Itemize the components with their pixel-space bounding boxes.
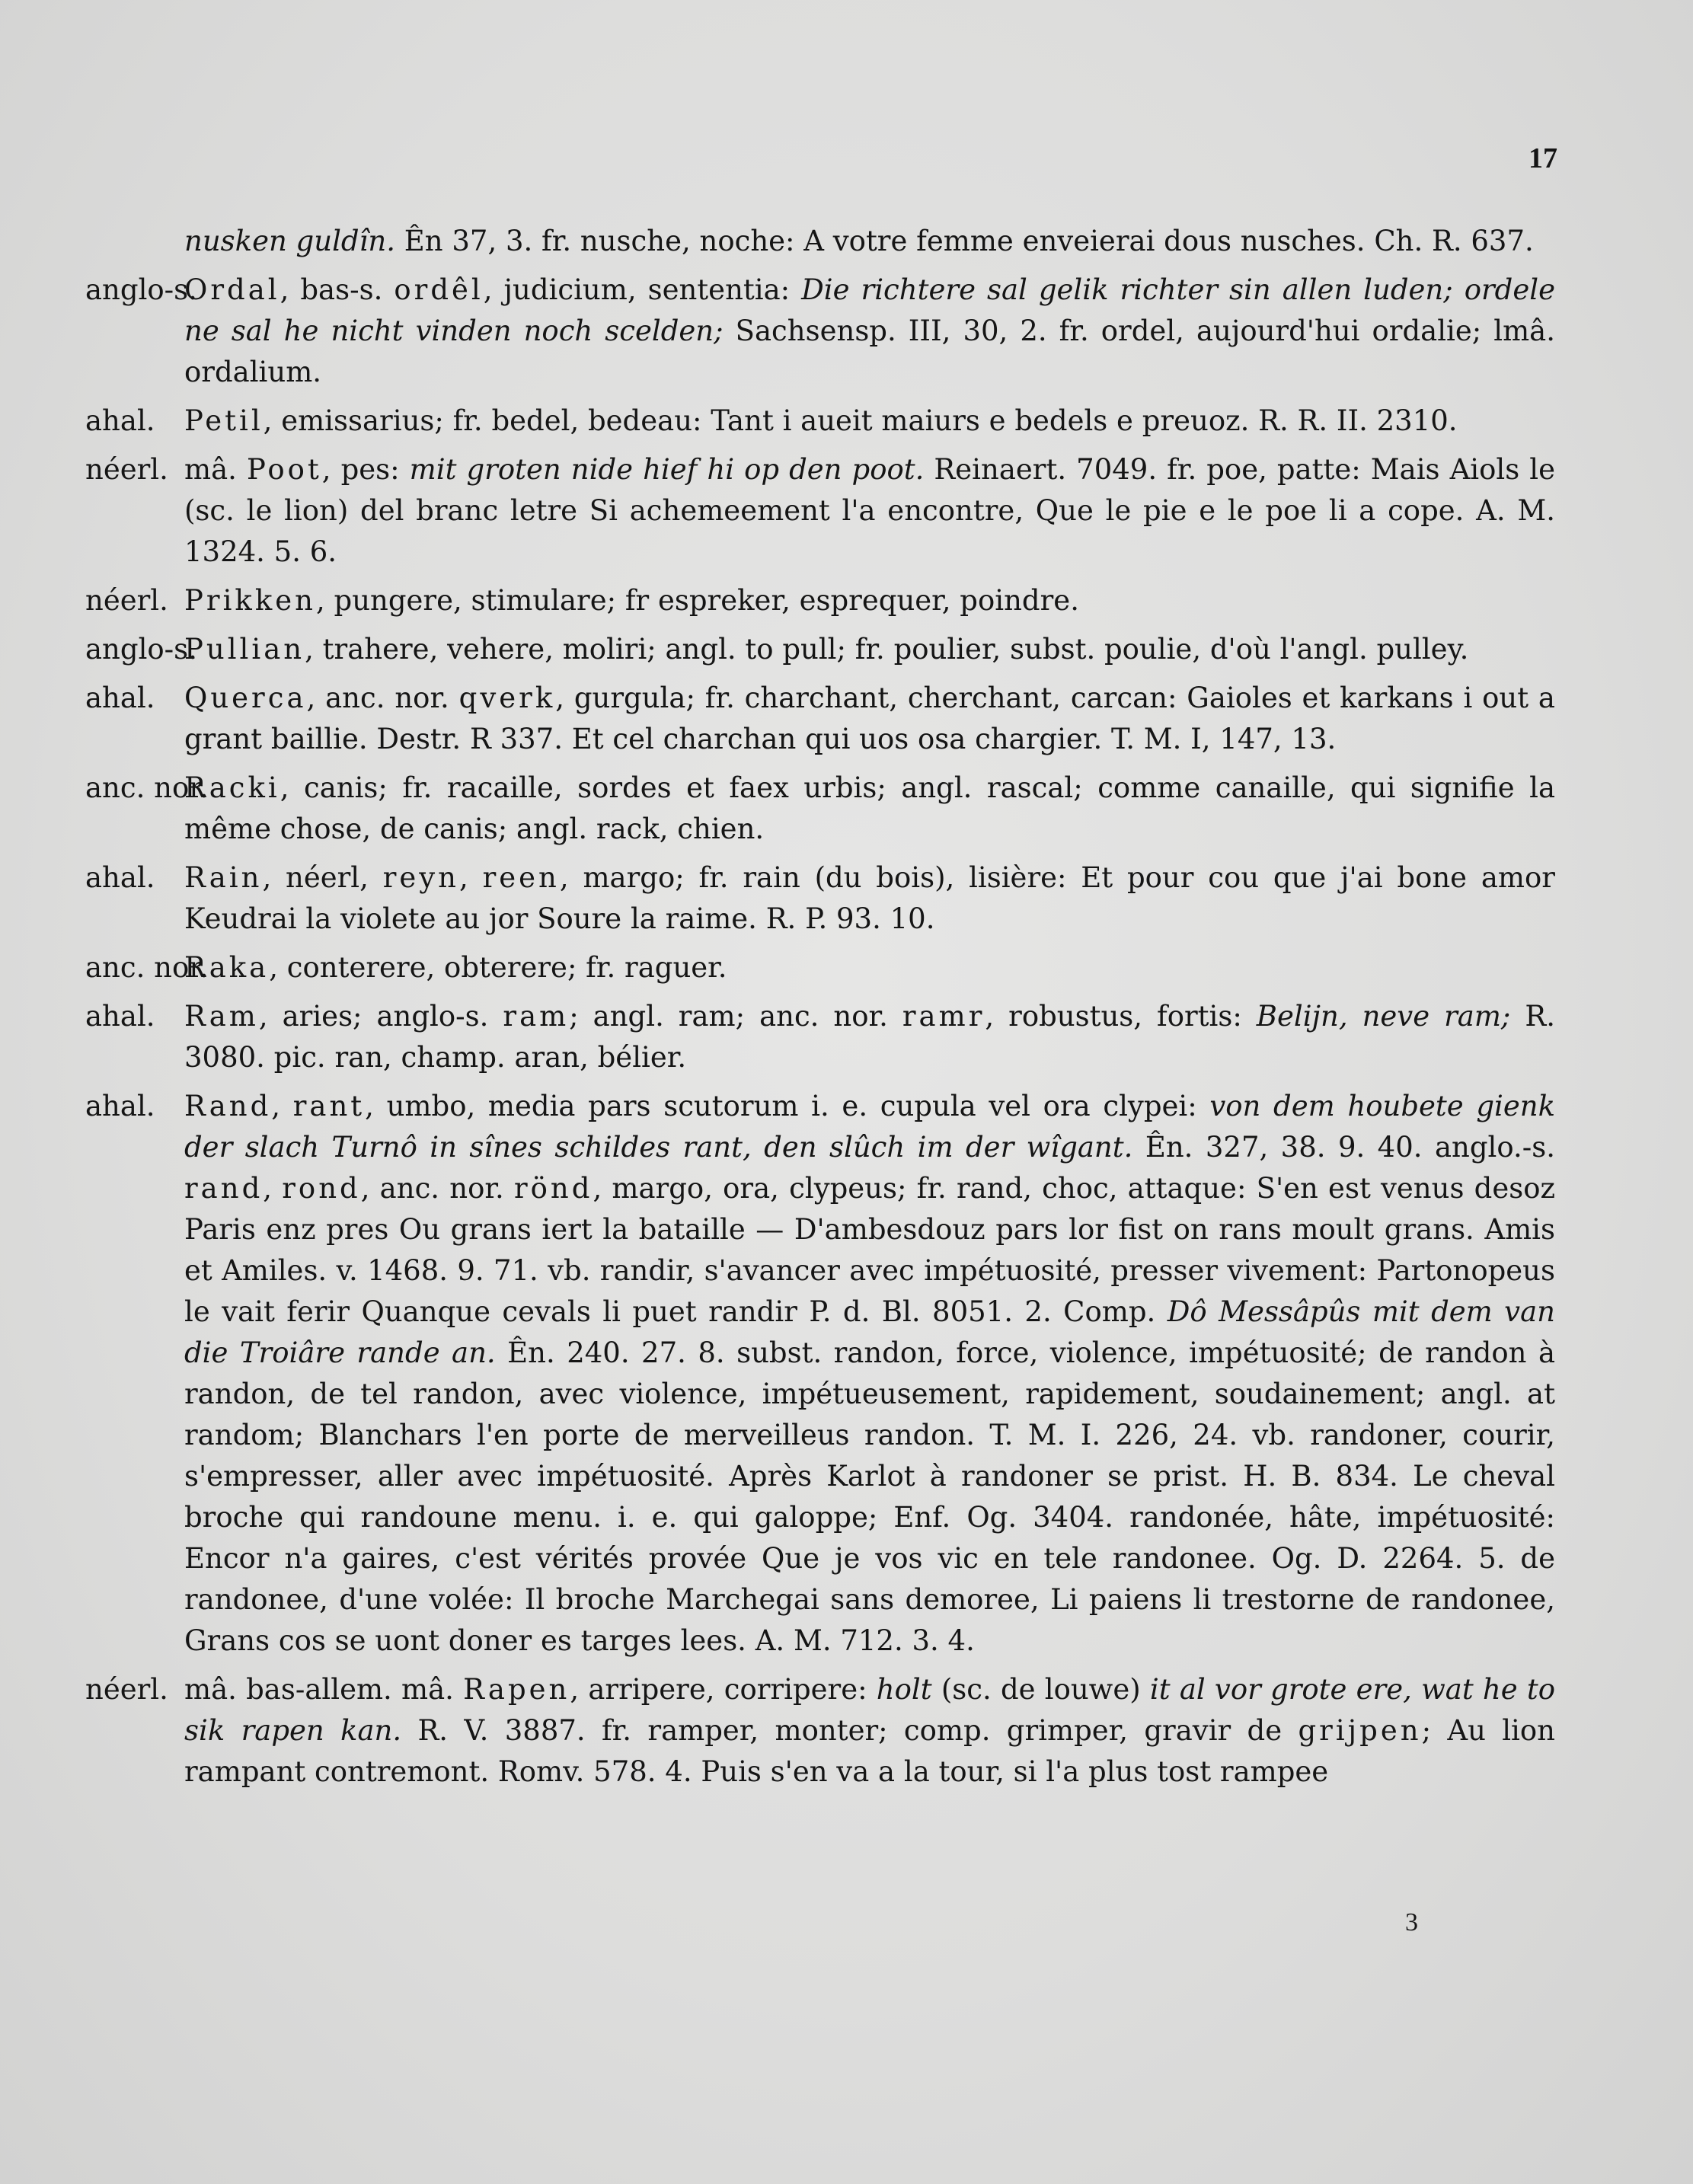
quotation-italic: Dô Messâpûs mit dem van die Troiâre rande an. — [184, 1295, 1555, 1369]
headword: Prikken — [184, 584, 316, 617]
headword: grijpen — [1298, 1714, 1422, 1747]
headword: Rand — [184, 1090, 272, 1122]
entry-language-label: ahal. — [85, 861, 155, 894]
entry-language-label: ahal. — [85, 682, 155, 714]
glossary-entries — [85, 221, 1555, 1800]
headword: qverk — [458, 682, 556, 714]
quotation-italic: nusken guldîn. — [184, 225, 396, 257]
quotation-italic: holt — [876, 1673, 932, 1706]
headword: Pullian — [184, 633, 305, 666]
entry-text-run: , trahere, vehere, moliri; angl. to pull; fr. poulier, subst. poulie, d'où l'angl. pulley. — [305, 633, 1469, 666]
entry-text — [184, 857, 1555, 940]
quotation-italic: Die richtere sal gelik richter sin allen luden; ordele ne sal he nicht vinden noch scelden; — [184, 273, 1555, 347]
entry-text — [184, 996, 1555, 1078]
headword: Ram — [184, 1000, 259, 1033]
entry-text-run: ; Au lion rampant contremont. Romv. 578. 4. Puis s'en va a la tour, si l'a plus tost rampee — [184, 1714, 1556, 1788]
headword: ordêl — [394, 273, 484, 306]
entry-text-run: , pungere, stimulare; fr espreker, esprequer, poindre. — [315, 584, 1079, 617]
entry-text — [184, 580, 1555, 621]
entry-text-run: Ên 37, 3. fr. nusche, noche: A votre femme enveierai dous nusches. Ch. R. 637. — [395, 225, 1534, 257]
headword: Querca — [184, 682, 307, 714]
quotation-italic: mit groten nide hief hi op den poot. — [409, 453, 925, 486]
entry-text — [184, 221, 1555, 262]
entry-text — [184, 768, 1555, 850]
entry-text-run: , anc. nor. — [360, 1172, 514, 1205]
entry-text-run: , margo, ora, clypeus; fr. rand, choc, attaque: S'en est venus desoz Paris enz pres Ou grans iert la bataille — D'ambesdouz pars lor fist on rans moult grans. Amis et Amiles. v. 1468. 9. 71. vb. randir, s'avancer avec impétuosité, presser vivement: Partonopeus le vait ferir Quanque cevals li puet randir P. d. Bl. 8051. 2. Comp. — [184, 1172, 1555, 1328]
glossary-entry — [85, 1086, 1555, 1662]
headword: ramr — [902, 1000, 985, 1033]
entry-text-run: , judicium, sententia: — [483, 273, 802, 306]
entry-language-label: anglo-s. — [85, 273, 197, 306]
glossary-entry — [85, 270, 1555, 393]
headword: rond — [282, 1172, 361, 1205]
entry-text-run: , pes: — [321, 453, 410, 486]
entry-language-label: anc. nor. — [85, 771, 209, 804]
entry-text-run: , conterere, obterere; fr. raguer. — [269, 951, 727, 984]
entry-text-run: Reinaert. 7049. fr. poe, patte: Mais Aiols le (sc. le lion) del branc letre Si achemeement l'a encontre, Que le pie e le poe li a cope. A. M. 1324. 5. 6. — [184, 453, 1556, 568]
glossary-entry — [85, 996, 1555, 1078]
glossary-entry — [85, 947, 1555, 988]
entry-text-run: , gurgula; fr. charchant, cherchant, carcan: Gaioles et karkans i out a grant baillie. Destr. R 337. Et cel charchan qui uos osa chargier. T. M. I, 147, 13. — [184, 682, 1555, 755]
footer-signature: 3 — [1405, 1908, 1418, 1937]
entry-language-label: ahal. — [85, 404, 155, 437]
entry-text-run: mâ. — [184, 453, 247, 486]
entry-text-run: Ên. 327, 38. 9. 40. anglo.-s. — [1132, 1131, 1555, 1164]
quotation-italic: von dem houbete gienk der slach Turnô in sînes schildes rant, den slûch im der wîgant. — [184, 1090, 1555, 1164]
headword: Raka — [184, 951, 270, 984]
entry-text-run: , aries; anglo-s. — [258, 1000, 503, 1033]
headword: Petil — [184, 404, 264, 437]
entry-language-label: néerl. — [85, 453, 168, 486]
entry-text-run: , canis; fr. racaille, sordes et faex urbis; angl. rascal; comme canaille, qui signifie la même chose, de canis; angl. rack, chien. — [184, 771, 1555, 845]
entry-text-run: , — [263, 1172, 283, 1205]
entry-text — [184, 1669, 1555, 1793]
glossary-entry — [85, 221, 1555, 262]
entry-language-label: anglo-s. — [85, 633, 197, 666]
glossary-entry — [85, 629, 1555, 670]
entry-text — [184, 270, 1555, 393]
glossary-entry — [85, 580, 1555, 621]
headword: rand — [184, 1172, 264, 1205]
headword: Poot — [246, 453, 322, 486]
entry-text-run: , néerl, — [262, 861, 383, 894]
entry-text-run: Sachsensp. III, 30, 2. fr. ordel, aujourd'hui ordalie; lmâ. ordalium. — [184, 315, 1556, 388]
entry-language-label: ahal. — [85, 1000, 155, 1033]
glossary-entry — [85, 768, 1555, 850]
headword: Rapen — [463, 1673, 570, 1706]
entry-text-run: mâ. bas-allem. mâ. — [184, 1673, 464, 1706]
entry-text — [184, 678, 1555, 760]
entry-text-run: , — [271, 1090, 293, 1122]
entry-language-label — [85, 221, 184, 262]
headword: rönd — [513, 1172, 593, 1205]
entry-text — [184, 1086, 1555, 1662]
entry-language-label: ahal. — [85, 1090, 155, 1122]
headword: ram — [503, 1000, 570, 1033]
entry-language-label: néerl. — [85, 1673, 168, 1706]
quotation-italic: Belijn, neve ram; — [1256, 1000, 1511, 1033]
glossary-entry — [85, 449, 1555, 573]
entry-text-run: R. V. 3887. fr. ramper, monter; comp. grimper, gravir de — [401, 1714, 1298, 1747]
headword: Racki — [184, 771, 280, 804]
quotation-italic: it al vor grote ere, wat he to sik rapen kan. — [184, 1673, 1555, 1747]
headword: reyn — [382, 861, 460, 894]
headword: Rain — [184, 861, 263, 894]
headword: Ordal — [184, 273, 280, 306]
entry-text — [184, 401, 1555, 442]
entry-text-run: , — [459, 861, 483, 894]
entry-language-label: néerl. — [85, 584, 168, 617]
glossary-entry — [85, 857, 1555, 940]
entry-text-run: , arripere, corripere: — [570, 1673, 877, 1706]
entry-text-run: , robustus, fortis: — [985, 1000, 1257, 1033]
entry-text-run: ; angl. ram; anc. nor. — [569, 1000, 902, 1033]
headword: reen — [482, 861, 560, 894]
entry-text-run: , umbo, media pars scutorum i. e. cupula vel ora clypei: — [365, 1090, 1210, 1122]
headword: rant — [292, 1090, 366, 1122]
entry-text — [184, 449, 1555, 573]
entry-text-run: , emissarius; fr. bedel, bedeau: Tant i aueit maiurs e bedels e preuoz. R. R. II. 2310. — [263, 404, 1458, 437]
entry-text-run: Ên. 240. 27. 8. subst. randon, force, violence, impétuosité; de randon à randon, de tel randon, avec violence, impétueusement, rapidement, soudainement; angl. at random; Blanchars l'en porte de merveilleus randon. T. M. I. 226, 24. vb. randoner, courir, s'empresser, aller avec impétuosité. Après Karlot à randoner se prist. H. B. 834. Le cheval broche qui randoune menu. i. e. qui galoppe; Enf. Og. 3404. randonée, hâte, impétuosité: Encor n'a gaires, c'est vérités provée Que je vos vic en tele randonee. Og. D. 2264. 5. de randonee, d'une volée: Il broche Marchegai sans demoree, Li paiens li trestorne de randonee, Grans cos se uont doner es targes lees. A. M. 712. 3. 4. — [184, 1336, 1556, 1657]
glossary-entry — [85, 401, 1555, 442]
entry-text — [184, 629, 1555, 670]
glossary-entry — [85, 1669, 1555, 1793]
entry-text-run: , margo; fr. rain (du bois), lisière: Et pour cou que j'ai bone amor Keudrai la violete au jor Soure la raime. R. P. 93. 10. — [184, 861, 1555, 935]
page-number: 17 — [1528, 142, 1557, 174]
entry-text — [184, 947, 1555, 988]
entry-language-label: anc. nor. — [85, 951, 209, 984]
entry-text-run: (sc. de louwe) — [931, 1673, 1150, 1706]
entry-text-run: , anc. nor. — [306, 682, 459, 714]
glossary-entry — [85, 678, 1555, 760]
entry-text-run: R. 3080. pic. ran, champ. aran, bélier. — [184, 1000, 1555, 1074]
entry-text-run: , bas-s. — [280, 273, 395, 306]
